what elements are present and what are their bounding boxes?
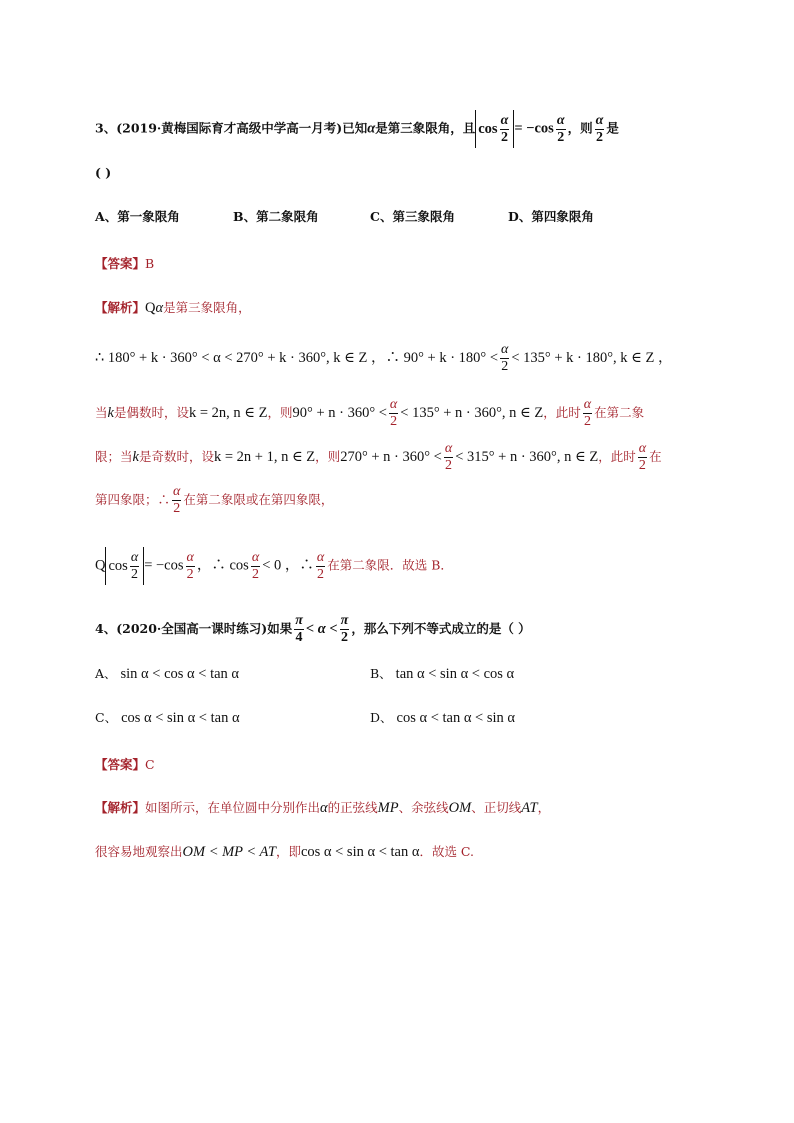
q3-option-b: B、第二象限角: [233, 209, 319, 224]
q3-analysis-line5: 第四象限；∴ $\frac{\alpha}{2}$ 在第二象限或在第四象限，: [95, 484, 334, 516]
q3-analysis-line3: 当k是偶数时，设k = 2n, n ∈ Z，则90° + n · 360° < $\frac{\alpha}{2}$ < 135° + n · 360°, n ∈ Z，此时 $\frac{\alpha}{2}$ 在第二象: [95, 397, 645, 429]
q3-number: 3、: [95, 120, 117, 136]
q4-stem: 4、(2020·全国高一课时练习)如果 $\frac{\pi}{4}$ < α < $\frac{\pi}{2}$ ，那么下列不等式成立的是（ ）: [95, 613, 531, 645]
q4-analysis-line1: 【解析】如图所示，在单位圆中分别作出α的正弦线MP、余弦线OM、正切线AT，: [95, 800, 551, 816]
q3-analysis-line2: ∴ 180° + k · 360° < α < 270° + k · 360°, k ∈ Z ，∴ 90° + k · 180° < $\frac{\alpha}{2}$ < 135° + k · 180°, k ∈ Z ，: [95, 342, 673, 374]
q3-option-c: C、第三象限角: [370, 209, 455, 224]
q3-analysis-line6: Q cos $\frac{\alpha}{2}$ = −cos $\frac{\alpha}{2}$ ，∴ cos $\frac{\alpha}{2}$ < 0 ，∴ $\frac{\alpha}{2}$ 在第二象限．故选 B．: [95, 547, 453, 585]
q3-analysis-line1: 【解析】Qα是第三象限角，: [95, 300, 251, 316]
q4-option-d: D、 cos α < tan α < sin α: [370, 710, 516, 726]
q4-analysis-line2: 很容易地观察出OM < MP < AT，即cos α < sin α < tan α．故选 C.: [95, 844, 475, 860]
q4-answer: 【答案】C: [95, 757, 155, 772]
q4-option-a: A、 sin α < cos α < tan α: [95, 666, 240, 682]
q3-abs-cos: cos $\frac{\alpha}{2}$: [475, 110, 514, 148]
q3-option-d: D、第四象限角: [508, 209, 594, 224]
q3-analysis-line4: 限；当k是奇数时，设k = 2n + 1, n ∈ Z，则270° + n · 360° < $\frac{\alpha}{2}$ < 315° + n · 360°, n ∈ Z，此时 $\frac{\alpha}{2}$ 在: [95, 441, 662, 473]
q3-source: (2019·黄梅国际育才高级中学高一月考): [116, 120, 343, 136]
q3-answer: 【答案】B: [95, 256, 155, 271]
q3-option-a: A、第一象限角: [95, 209, 180, 224]
q4-option-c: C、 cos α < sin α < tan α: [95, 710, 240, 726]
q3-stem: 3、(2019·黄梅国际育才高级中学高一月考)已知α是第三象限角，且 cos $\frac{\alpha}{2}$ = −cos $\frac{\alpha}{2}$ ，则 $\frac{\alpha}{2}$ 是: [95, 110, 619, 148]
q3-paren: ( ): [95, 165, 112, 180]
q4-option-b: B、 tan α < sin α < cos α: [370, 666, 515, 682]
